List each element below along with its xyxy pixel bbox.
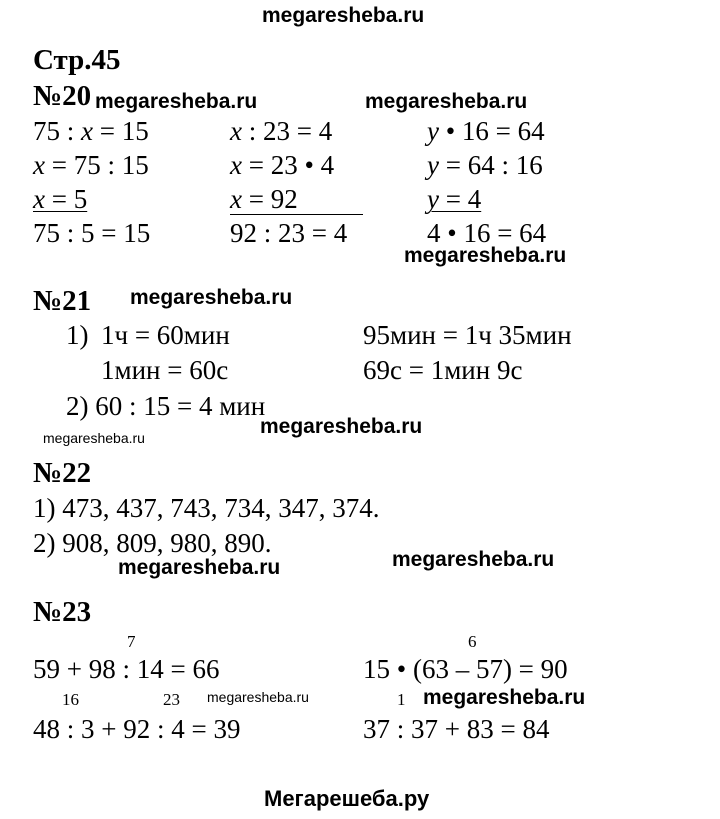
task20-col1-line2: x = 75 : 15 xyxy=(33,150,149,180)
task23-eq3-order-1: 16 xyxy=(62,690,79,709)
page-label: Стр.45 xyxy=(33,44,121,76)
task22-line2: 2) 908, 809, 980, 890. xyxy=(33,528,272,558)
task21-eq-b: 1мин = 60с xyxy=(101,355,229,385)
watermark-small: megaresheba.ru xyxy=(207,689,309,705)
task20-col2-line2: x = 23 • 4 xyxy=(230,150,335,180)
task23-eq1: 59 + 98 : 14 = 66 xyxy=(33,654,220,684)
watermark: megaresheba.ru xyxy=(404,244,567,267)
answer-underline xyxy=(230,214,363,215)
task23-eq3-order-2: 23 xyxy=(163,690,180,709)
task23-eq2: 15 • (63 – 57) = 90 xyxy=(363,654,568,684)
task22-heading: №22 xyxy=(33,457,92,489)
task23-eq4-order: 1 xyxy=(397,690,406,709)
task20-col3-line1: y • 16 = 64 xyxy=(427,116,545,146)
watermark: megaresheba.ru xyxy=(118,556,281,579)
watermark: megaresheba.ru xyxy=(260,415,423,438)
task20-col3-line2: y = 64 : 16 xyxy=(427,150,543,180)
task23-eq2-order: 6 xyxy=(468,632,477,651)
task21-part1-number: 1) xyxy=(66,320,89,350)
task23-eq3: 48 : 3 + 92 : 4 = 39 xyxy=(33,714,241,744)
task21-eq-a: 1ч = 60мин xyxy=(101,320,230,350)
task20-col3-check: 4 • 16 = 64 xyxy=(427,218,547,248)
task23-eq1-order: 7 xyxy=(127,632,136,651)
task20-col2-answer: x = 92 xyxy=(230,184,298,214)
task20-col2-line1: x : 23 = 4 xyxy=(230,116,333,146)
task20-col1-answer: x = 5 xyxy=(33,184,88,214)
task21-heading: №21 xyxy=(33,285,92,317)
task21-part2: 2) 60 : 15 = 4 мин xyxy=(66,391,266,421)
watermark: megaresheba.ru xyxy=(95,90,258,113)
task21-eq-d: 69с = 1мин 9с xyxy=(363,355,523,385)
watermark-small: megaresheba.ru xyxy=(43,430,145,446)
task22-line1: 1) 473, 437, 743, 734, 347, 374. xyxy=(33,493,380,523)
task20-heading: №20 xyxy=(33,80,92,112)
task20-col2-check: 92 : 23 = 4 xyxy=(230,218,348,248)
footer-watermark: Мегарешеба.ру xyxy=(264,786,430,811)
watermark: megaresheba.ru xyxy=(392,548,555,571)
task21-eq-c: 95мин = 1ч 35мин xyxy=(363,320,572,350)
task23-heading: №23 xyxy=(33,596,92,628)
task20-col1-line1: 75 : x = 15 xyxy=(33,116,149,146)
top-watermark: megaresheba.ru xyxy=(262,4,425,27)
watermark: megaresheba.ru xyxy=(130,286,293,309)
watermark: megaresheba.ru xyxy=(365,90,528,113)
task23-eq4: 37 : 37 + 83 = 84 xyxy=(363,714,550,744)
watermark: megaresheba.ru xyxy=(423,686,586,709)
task20-col1-check: 75 : 5 = 15 xyxy=(33,218,151,248)
task20-col3-answer: y = 4 xyxy=(427,184,482,214)
